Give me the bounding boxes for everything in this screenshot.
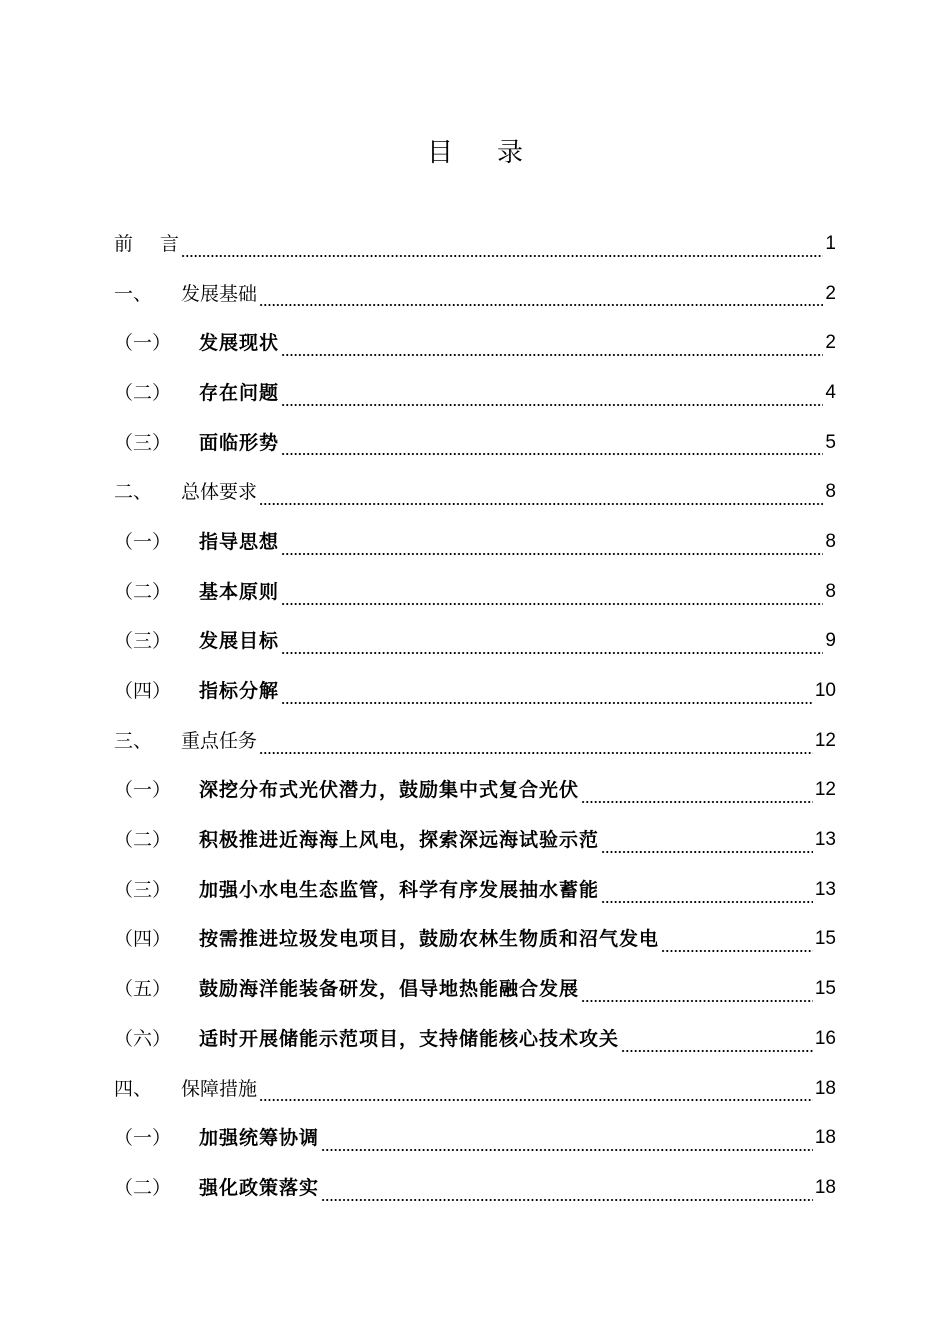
toc-dot-leader <box>321 1149 813 1151</box>
toc-entry-title: 发展基础 <box>181 282 258 305</box>
toc-entry-number: 四、 <box>114 1077 153 1100</box>
toc-entry-page-number: 18 <box>814 1127 836 1149</box>
toc-title <box>0 133 950 173</box>
toc-title-char-2: 录 <box>497 138 524 168</box>
toc-entry-title: 发展现状 <box>199 332 280 355</box>
toc-entry[interactable] <box>114 815 836 865</box>
toc-entry-page-number: 13 <box>814 878 836 900</box>
toc-entry-page-number: 18 <box>814 1176 836 1198</box>
toc-entry-page-number: 15 <box>814 928 836 950</box>
toc-entry[interactable] <box>114 766 836 816</box>
toc-dot-leader <box>259 752 813 754</box>
table-of-contents <box>114 219 836 1213</box>
toc-entry[interactable] <box>114 418 836 468</box>
toc-entry-number: 三、 <box>114 729 153 752</box>
toc-entry-page-number: 12 <box>814 779 836 801</box>
toc-dot-leader <box>281 652 823 654</box>
toc-dot-leader <box>661 950 813 952</box>
toc-entry[interactable] <box>114 1064 836 1114</box>
toc-entry-page-number: 15 <box>814 978 836 1000</box>
toc-entry-title: 加强统筹协调 <box>199 1127 320 1150</box>
toc-entry-number: （二） <box>114 580 172 603</box>
toc-entry[interactable] <box>114 1014 836 1064</box>
toc-entry-number: （四） <box>114 680 172 703</box>
toc-entry-number: （一） <box>114 530 172 553</box>
toc-entry-title: 鼓励海洋能装备研发，倡导地热能融合发展 <box>199 978 580 1001</box>
toc-entry-number: 前 <box>114 232 134 255</box>
toc-dot-leader <box>281 553 823 555</box>
toc-dot-leader <box>581 1000 813 1002</box>
toc-entry[interactable] <box>114 617 836 667</box>
toc-entry[interactable] <box>114 269 836 319</box>
toc-entry-page-number: 2 <box>825 282 836 304</box>
toc-entry[interactable] <box>114 1163 836 1213</box>
toc-entry-title: 按需推进垃圾发电项目，鼓励农林生物质和沼气发电 <box>199 928 660 951</box>
toc-entry[interactable] <box>114 567 836 617</box>
toc-dot-leader <box>281 453 823 455</box>
toc-entry-number: （三） <box>114 630 172 653</box>
toc-entry-page-number: 4 <box>825 381 836 403</box>
toc-entry-number: （四） <box>114 928 172 951</box>
toc-entry[interactable] <box>114 219 836 269</box>
toc-entry-title: 重点任务 <box>181 729 258 752</box>
toc-dot-leader <box>281 603 823 605</box>
toc-entry-page-number: 5 <box>825 431 836 453</box>
toc-dot-leader <box>259 304 823 306</box>
toc-entry-page-number: 8 <box>825 580 836 602</box>
toc-entry-title: 强化政策落实 <box>199 1176 320 1199</box>
toc-entry[interactable] <box>114 517 836 567</box>
toc-entry-number: （三） <box>114 878 172 901</box>
toc-entry-title: 指标分解 <box>199 680 280 703</box>
toc-dot-leader <box>281 354 823 356</box>
toc-entry-title: 保障措施 <box>181 1077 258 1100</box>
toc-dot-leader <box>281 702 813 704</box>
toc-title-char-1: 目 <box>426 138 453 168</box>
toc-dot-leader <box>181 255 823 257</box>
toc-entry-number: （一） <box>114 779 172 802</box>
toc-entry[interactable] <box>114 666 836 716</box>
toc-entry-number: （六） <box>114 1027 172 1050</box>
toc-entry-number: （三） <box>114 431 172 454</box>
toc-dot-leader <box>259 1099 813 1101</box>
toc-entry-page-number: 12 <box>814 729 836 751</box>
toc-entry[interactable] <box>114 964 836 1014</box>
toc-entry-title: 总体要求 <box>181 481 258 504</box>
toc-entry-title: 深挖分布式光伏潜力，鼓励集中式复合光伏 <box>199 779 580 802</box>
toc-dot-leader <box>621 1050 813 1052</box>
toc-dot-leader <box>601 901 813 903</box>
toc-dot-leader <box>259 503 823 505</box>
toc-entry[interactable] <box>114 1113 836 1163</box>
toc-entry[interactable] <box>114 467 836 517</box>
toc-entry-number: （二） <box>114 829 172 852</box>
toc-entry-page-number: 18 <box>814 1077 836 1099</box>
toc-entry-page-number: 2 <box>825 332 836 354</box>
toc-entry-title: 指导思想 <box>199 530 280 553</box>
toc-dot-leader <box>281 404 823 406</box>
toc-entry-page-number: 8 <box>825 481 836 503</box>
toc-dot-leader <box>321 1199 813 1201</box>
toc-entry-title: 发展目标 <box>199 630 280 653</box>
toc-entry-number: （二） <box>114 1176 172 1199</box>
toc-entry-page-number: 1 <box>825 232 836 254</box>
toc-entry[interactable] <box>114 915 836 965</box>
toc-entry[interactable] <box>114 368 836 418</box>
toc-entry[interactable] <box>114 716 836 766</box>
toc-entry-title: 积极推进近海海上风电，探索深远海试验示范 <box>199 829 600 852</box>
toc-entry-title: 言 <box>160 232 180 255</box>
toc-dot-leader <box>581 801 813 803</box>
toc-entry-page-number: 9 <box>825 630 836 652</box>
toc-entry[interactable] <box>114 318 836 368</box>
toc-entry-title: 存在问题 <box>199 381 280 404</box>
toc-entry-number: 一、 <box>114 282 153 305</box>
toc-dot-leader <box>601 851 813 853</box>
toc-entry-page-number: 16 <box>814 1027 836 1049</box>
toc-entry-number: （二） <box>114 381 172 404</box>
toc-entry-page-number: 13 <box>814 829 836 851</box>
toc-entry-number: （一） <box>114 1127 172 1150</box>
toc-entry-number: （五） <box>114 978 172 1001</box>
toc-entry[interactable] <box>114 865 836 915</box>
toc-entry-page-number: 8 <box>825 530 836 552</box>
toc-entry-number: 二、 <box>114 481 153 504</box>
toc-entry-title: 面临形势 <box>199 431 280 454</box>
toc-entry-number: （一） <box>114 332 172 355</box>
toc-entry-title: 加强小水电生态监管，科学有序发展抽水蓄能 <box>199 878 600 901</box>
toc-entry-page-number: 10 <box>814 680 836 702</box>
toc-entry-title: 适时开展储能示范项目，支持储能核心技术攻关 <box>199 1027 620 1050</box>
toc-entry-title: 基本原则 <box>199 580 280 603</box>
